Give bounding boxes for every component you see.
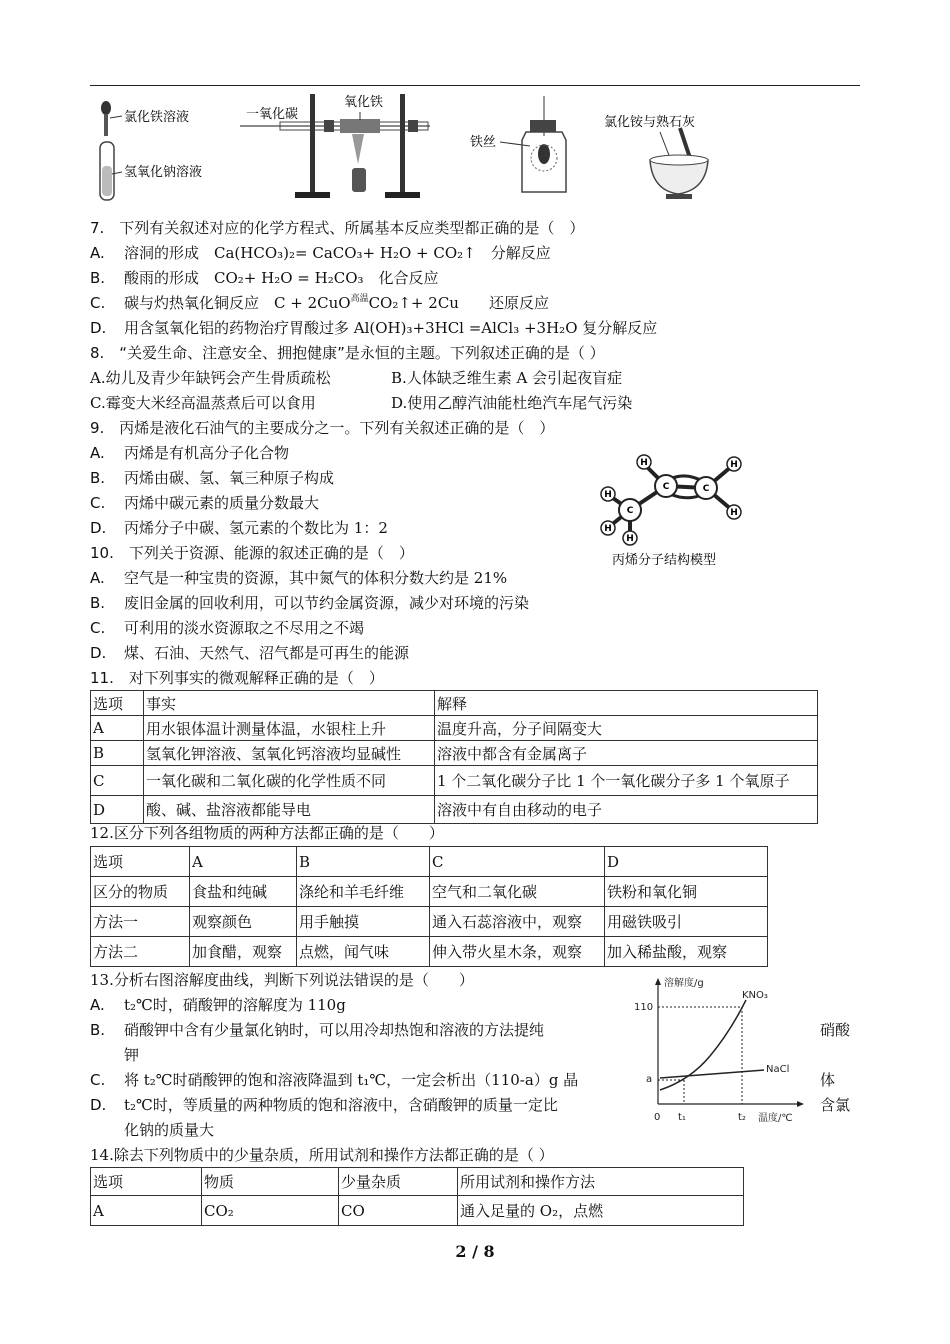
q13-stem: 13.分析右图溶解度曲线，判断下列说法错误的是（ ）: [90, 971, 474, 989]
q12-table: [90, 846, 768, 967]
table-cell: C: [91, 766, 144, 796]
table-row: [91, 907, 768, 937]
fig4-label1: 氯化铵与熟石灰: [604, 115, 696, 130]
table-cell: 溶液中都含有金属离子: [435, 741, 818, 766]
hydrogen-atom: H: [730, 508, 738, 518]
table-cell: 一氧化碳和二氧化碳的化学性质不同: [144, 766, 435, 796]
q9-option-c: [90, 493, 319, 513]
table-cell: CO₂: [202, 1196, 339, 1226]
header-cell: 解释: [435, 691, 818, 716]
hydrogen-atom: H: [640, 458, 648, 468]
solubility-curve-figure: [630, 974, 810, 1126]
dropper-icon: [101, 101, 111, 136]
table-cell: 方法一: [91, 907, 190, 937]
x-tick-0: 0: [654, 1112, 661, 1123]
option-label: D.: [90, 319, 107, 337]
q13-option-b-tail: 硝酸: [820, 1021, 851, 1039]
q13-option-b-cont: 钾: [124, 1046, 140, 1064]
header-cell: A: [190, 847, 297, 877]
option-label: A.: [90, 996, 105, 1014]
table-cell: A: [91, 716, 144, 741]
figure-mortar: [600, 110, 750, 202]
carbon-atom: C: [626, 506, 634, 516]
header-cell: 选项: [91, 847, 190, 877]
x-tick-t1: t₁: [678, 1112, 686, 1123]
option-text: t₂℃时，硝酸钾的溶解度为 110g: [124, 996, 346, 1014]
q14-stem: 14.除去下列物质中的少量杂质，所用试剂和操作方法都正确的是（ ）: [90, 1146, 554, 1164]
option-label: A.: [90, 244, 105, 262]
table-cell: 溶液中有自由移动的电子: [435, 796, 818, 824]
q13-option-d: [90, 1095, 558, 1115]
q7-option-a: [90, 243, 551, 263]
table-cell: D: [91, 796, 144, 824]
table-cell: 用磁铁吸引: [605, 907, 768, 937]
option-text: 碳与灼热氧化铜反应 C + 2CuO: [124, 294, 351, 312]
table-cell: 伸入带火星木条，观察: [430, 937, 605, 967]
q13-option-c: [90, 1070, 578, 1090]
table-cell: 通入石蕊溶液中，观察: [430, 907, 605, 937]
table-cell: 用水银体温计测量体温，水银柱上升: [144, 716, 435, 741]
option-text: t₂℃时，等质量的两种物质的饱和溶液中，含硝酸钾的质量一定比: [124, 1096, 558, 1114]
q8-option-d: D.使用乙醇汽油能杜绝汽车尾气污染: [391, 394, 633, 412]
option-text: 将 t₂℃时硝酸钾的饱和溶液降温到 t₁℃，一定会析出（110-a）g 晶: [124, 1071, 579, 1089]
header-cell: 所用试剂和操作方法: [458, 1168, 744, 1196]
q13-option-b: [90, 1020, 544, 1040]
table-cell: 空气和二氧化碳: [430, 877, 605, 907]
option-text: 丙烯由碳、氢、氧三种原子构成: [124, 469, 335, 487]
option-label: D.: [90, 644, 107, 662]
page-number: 2 / 8: [455, 1242, 495, 1261]
option-text: 废旧金属的回收利用，可以节约金属资源，减少对环境的污染: [124, 594, 530, 612]
q12-stem: 12.区分下列各组物质的两种方法都正确的是（ ）: [90, 824, 444, 842]
option-text: 空气是一种宝贵的资源，其中氮气的体积分数大约是 21%: [124, 569, 508, 587]
table-row: [91, 796, 818, 824]
fig1-label2: 氢氧化钠溶液: [124, 165, 203, 180]
q7-option-b: [90, 268, 439, 288]
option-label: B.: [90, 269, 106, 287]
q10-option-a: [90, 568, 507, 588]
option-label: C.: [90, 1071, 106, 1089]
q8-option-b: B.人体缺乏维生素 A 会引起夜盲症: [391, 369, 623, 387]
table-row: [91, 741, 818, 766]
hydrogen-atom: H: [604, 490, 612, 500]
q7-stem: 7. 下列有关叙述对应的化学方程式、所属基本反应类型都正确的是（ ）: [90, 219, 585, 237]
option-label: A.: [90, 569, 105, 587]
table-cell: 方法二: [91, 937, 190, 967]
table-cell: 加入稀盐酸，观察: [605, 937, 768, 967]
table-cell: 1 个二氧化碳分子比 1 个一氧化碳分子多 1 个氧原子: [435, 766, 818, 796]
figure-iron-wire: [470, 96, 570, 200]
q10-option-d: [90, 643, 409, 663]
q13-option-d-tail: 含氯: [820, 1096, 851, 1114]
q9-option-d: [90, 518, 388, 538]
option-label: B.: [90, 1021, 106, 1039]
figure-fecl3-naoh: [92, 96, 222, 204]
fig3-label1: 铁丝: [470, 135, 497, 150]
option-text: 可利用的淡水资源取之不尽用之不竭: [124, 619, 365, 637]
table-cell: 酸、碱、盐溶液都能导电: [144, 796, 435, 824]
table-cell: 氢氧化钾溶液、氢氧化钙溶液均显碱性: [144, 741, 435, 766]
series-nacl-label: NaCl: [766, 1064, 790, 1075]
option-label: B.: [90, 469, 106, 487]
q13-option-a: [90, 995, 346, 1015]
option-text: 酸雨的形成 CO₂+ H₂O = H₂CO₃ 化合反应: [124, 269, 439, 287]
option-text: 丙烯分子中碳、氢元素的个数比为 1：2: [124, 519, 388, 537]
option-text-cont: CO₂↑+ 2Cu 还原反应: [368, 294, 549, 312]
header-rule: [90, 85, 860, 86]
table-row: [91, 716, 818, 741]
table-cell: 点燃，闻气味: [297, 937, 430, 967]
nacl-curve: [660, 1070, 764, 1078]
table-row: [91, 937, 768, 967]
option-text: 用含氢氧化铝的药物治疗胃酸过多 Al(OH)₃+3HCl =AlCl₃ +3H₂O 复分解反应: [124, 319, 658, 337]
table-cell: 食盐和纯碱: [190, 877, 297, 907]
table-cell: CO: [339, 1196, 458, 1226]
table-cell: 用手触摸: [297, 907, 430, 937]
q7-option-c: [90, 293, 549, 316]
q10-option-b: [90, 593, 529, 613]
q8-option-a: A.幼儿及青少年缺钙会产生骨质疏松: [90, 369, 331, 387]
q8-option-c: C.霉变大米经高温蒸煮后可以食用: [90, 394, 316, 412]
q13-option-d-cont: 化钠的质量大: [124, 1121, 215, 1139]
option-label: C.: [90, 494, 106, 512]
x-axis-label: 温度/℃: [758, 1113, 793, 1124]
option-label: C.: [90, 294, 106, 312]
y-axis-label: 溶解度/g: [664, 978, 704, 989]
option-label: A.: [90, 444, 105, 462]
option-label: D.: [90, 1096, 107, 1114]
table-cell: 铁粉和氧化铜: [605, 877, 768, 907]
header-cell: B: [297, 847, 430, 877]
table-cell: 涤纶和羊毛纤维: [297, 877, 430, 907]
figure-co-reduction: [240, 92, 440, 204]
q9-option-a: [90, 443, 289, 463]
option-text: 丙烯是有机高分子化合物: [124, 444, 290, 462]
header-cell: 事实: [144, 691, 435, 716]
header-cell: D: [605, 847, 768, 877]
propene-caption: 丙烯分子结构模型: [612, 553, 717, 568]
fig1-label1: 氯化铁溶液: [124, 110, 190, 125]
option-label: D.: [90, 519, 107, 537]
header-cell: 选项: [91, 1168, 202, 1196]
table-cell: 区分的物质: [91, 877, 190, 907]
y-tick-110: 110: [634, 1002, 654, 1013]
q10-option-c: [90, 618, 364, 638]
hydrogen-atom: H: [604, 524, 612, 534]
q9-stem: 9. 丙烯是液化石油气的主要成分之一。下列有关叙述正确的是（ ）: [90, 419, 555, 437]
fig2-label1: 一氧化碳: [246, 107, 299, 122]
option-text: 煤、石油、天然气、沼气都是可再生的能源: [124, 644, 410, 662]
propene-model-figure: [596, 446, 756, 570]
series-kno3-label: KNO₃: [742, 990, 768, 1001]
header-cell: 物质: [202, 1168, 339, 1196]
table-cell: 通入足量的 O₂，点燃: [458, 1196, 744, 1226]
option-label: C.: [90, 619, 106, 637]
table-header-row: [91, 1168, 744, 1196]
header-cell: 选项: [91, 691, 144, 716]
table-row: [91, 1196, 744, 1226]
hydrogen-atom: H: [730, 460, 738, 470]
table-cell: B: [91, 741, 144, 766]
option-text: 丙烯中碳元素的质量分数最大: [124, 494, 320, 512]
header-cell: C: [430, 847, 605, 877]
y-tick-a: a: [646, 1074, 653, 1085]
table-header-row: [91, 847, 768, 877]
q9-option-b: [90, 468, 334, 488]
table-cell: 加食醋，观察: [190, 937, 297, 967]
table-cell: A: [91, 1196, 202, 1226]
hydrogen-atom: H: [626, 534, 634, 544]
header-cell: 少量杂质: [339, 1168, 458, 1196]
q11-stem: 11. 对下列事实的微观解释正确的是（ ）: [90, 669, 384, 687]
fig2-label2: 氧化铁: [344, 95, 384, 110]
q7-option-d: [90, 318, 657, 338]
carbon-atom: C: [702, 484, 710, 494]
q13-option-c-tail: 体: [820, 1071, 836, 1089]
table-row: [91, 877, 768, 907]
table-cell: 观察颜色: [190, 907, 297, 937]
option-text: 硝酸钾中含有少量氯化钠时，可以用冷却热饱和溶液的方法提纯: [124, 1021, 545, 1039]
x-tick-t2: t₂: [738, 1112, 746, 1123]
q11-table: [90, 690, 818, 824]
q8-stem: 8. “关爱生命、注意安全、拥抱健康”是永恒的主题。下列叙述正确的是（ ）: [90, 344, 605, 362]
table-header-row: [91, 691, 818, 716]
reaction-condition: 高温: [350, 294, 369, 304]
option-label: B.: [90, 594, 106, 612]
q14-table: [90, 1167, 744, 1226]
table-row: [91, 766, 818, 796]
carbon-atom: C: [662, 482, 670, 492]
table-cell: 温度升高，分子间隔变大: [435, 716, 818, 741]
q10-stem: 10. 下列关于资源、能源的叙述正确的是（ ）: [90, 544, 414, 562]
option-text: 溶洞的形成 Ca(HCO₃)₂= CaCO₃+ H₂O + CO₂↑ 分解反应: [124, 244, 551, 262]
